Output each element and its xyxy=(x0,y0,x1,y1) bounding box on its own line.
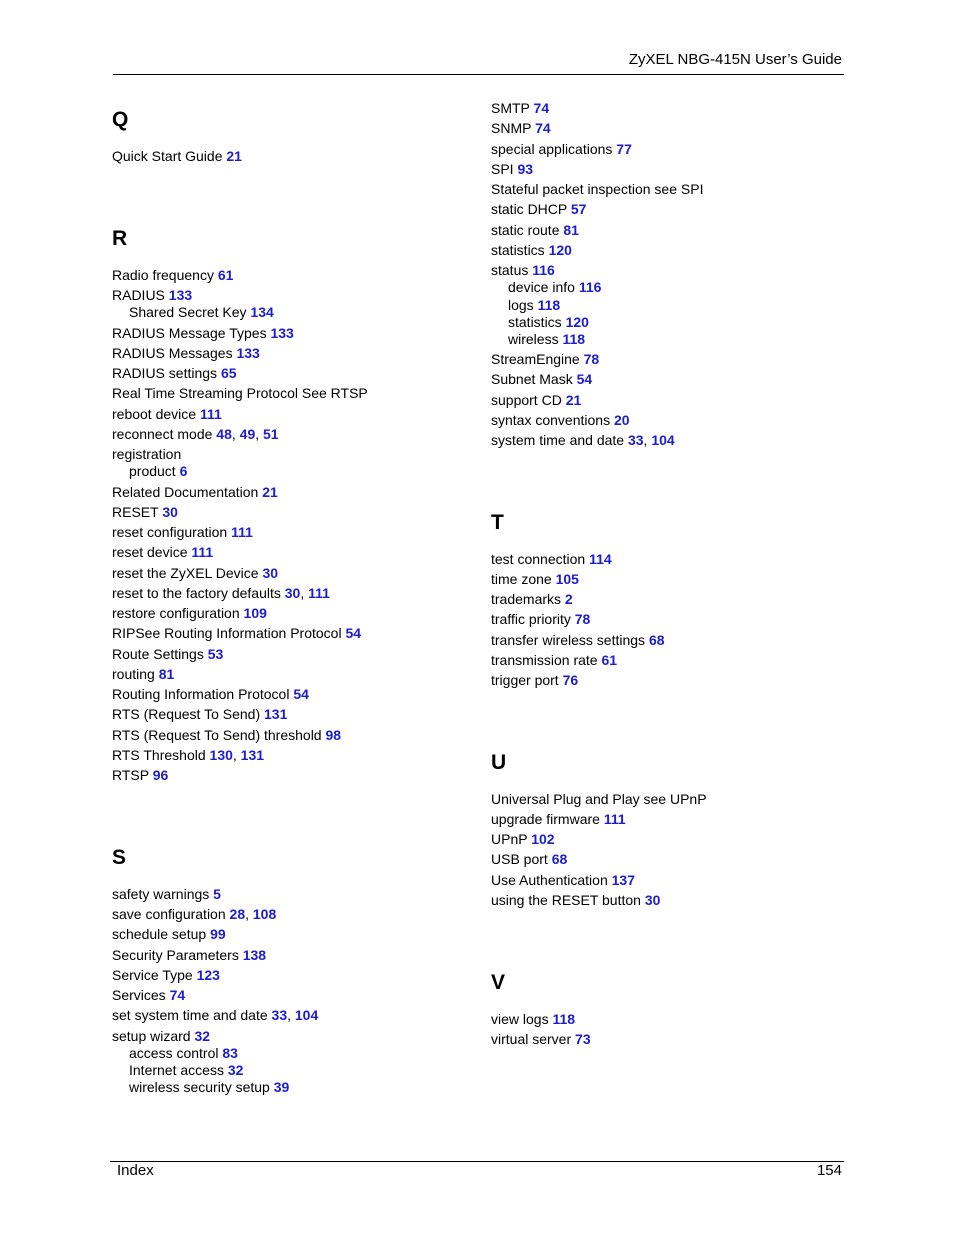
entry-term: using the RESET button xyxy=(491,892,641,908)
page-link[interactable]: 108 xyxy=(252,906,277,922)
page-link[interactable]: 104 xyxy=(651,432,675,448)
index-entry-transfer-wireless-settings xyxy=(491,632,665,649)
page-link[interactable]: 51 xyxy=(263,426,279,442)
page-link[interactable]: 21 xyxy=(262,484,278,500)
page-link[interactable]: 98 xyxy=(325,727,342,743)
entry-term: set system time and date xyxy=(112,1007,268,1023)
index-entry-upnp xyxy=(491,831,555,848)
index-entry-spi xyxy=(491,161,533,178)
index-entry-reset-device xyxy=(112,544,213,561)
page-link[interactable]: 54 xyxy=(576,371,593,387)
footer-rule xyxy=(110,1161,844,1162)
entry-term: Subnet Mask xyxy=(491,371,573,387)
page-link[interactable]: 118 xyxy=(552,1011,576,1027)
page-link[interactable]: 109 xyxy=(243,605,267,621)
entry-term: statistics xyxy=(491,242,545,258)
entry-term: Stateful packet inspection see SPI xyxy=(491,181,704,197)
entry-term: transmission rate xyxy=(491,652,598,668)
index-entry-stateful-packet-inspection-see-spi xyxy=(491,181,703,198)
section-letter-v: V xyxy=(491,971,506,994)
footer-section-label: Index xyxy=(117,1162,154,1179)
page-link[interactable]: 5 xyxy=(213,886,221,902)
section-letter-s: S xyxy=(112,846,127,869)
entry-term: Services xyxy=(112,987,166,1003)
index-subentry-wireless-security-setup xyxy=(112,1079,289,1096)
index-entry-transmission-rate xyxy=(491,652,617,669)
page-link[interactable]: 61 xyxy=(601,652,618,668)
index-entry-streamengine xyxy=(491,351,599,368)
page-link[interactable]: 133 xyxy=(168,287,193,303)
entry-term: wireless xyxy=(508,331,559,347)
page-link[interactable]: 138 xyxy=(242,947,267,963)
page-link[interactable]: 116 xyxy=(578,279,602,295)
index-entry-routing-information-protocol xyxy=(112,686,309,703)
page-link[interactable]: 68 xyxy=(648,632,665,648)
page-link[interactable]: 118 xyxy=(562,331,586,347)
entry-term: USB port xyxy=(491,851,548,867)
index-entry-special-applications xyxy=(491,141,632,158)
entry-term: transfer wireless settings xyxy=(491,632,646,648)
index-entry-reset xyxy=(112,504,178,521)
index-entry-trigger-port xyxy=(491,672,578,689)
entry-term: trigger port xyxy=(491,672,559,688)
index-entry-reset-configuration xyxy=(112,524,253,541)
index-entry-radius xyxy=(112,287,192,304)
entry-term: reset configuration xyxy=(112,524,228,540)
page-link[interactable]: 96 xyxy=(152,767,169,783)
entry-term: trademarks xyxy=(491,591,562,607)
index-entry-time-zone xyxy=(491,571,579,588)
page-link[interactable]: 21 xyxy=(226,148,242,164)
index-entry-reboot-device xyxy=(112,406,222,423)
page-link[interactable]: 30 xyxy=(262,565,279,581)
index-entry-restore-configuration xyxy=(112,605,267,622)
index-subentry-device-info xyxy=(491,279,601,296)
entry-term: Internet access xyxy=(129,1062,224,1078)
index-entry-using-the-reset-button xyxy=(491,892,660,909)
page-link[interactable]: 111 xyxy=(308,585,330,601)
page-link[interactable]: 118 xyxy=(537,297,561,313)
entry-term: RADIUS Messages xyxy=(112,345,233,361)
page-link[interactable]: 28 xyxy=(229,906,246,922)
index-entry-set-system-time-and-date: set system time and date 33, 104 xyxy=(112,1007,319,1023)
index-entry-reset-the-zyxel-device xyxy=(112,565,278,582)
page-link[interactable]: 54 xyxy=(345,625,362,641)
page-link[interactable]: 131 xyxy=(240,747,265,763)
entry-term: statistics xyxy=(508,314,562,330)
index-entry-reset-to-the-factory-defaults: reset to the factory defaults 30, 111 xyxy=(112,585,330,601)
index-entry-usb-port xyxy=(491,851,567,868)
index-entry-service-type xyxy=(112,967,220,984)
entry-term: restore configuration xyxy=(112,605,240,621)
page-link[interactable]: 48 xyxy=(216,426,232,442)
entry-term: syntax conventions xyxy=(491,412,611,428)
footer-page-number: 154 xyxy=(816,1162,842,1179)
page-link[interactable]: 6 xyxy=(179,463,188,479)
entry-term: schedule setup xyxy=(112,926,207,942)
index-subentry-shared-secret-key xyxy=(112,304,274,321)
page-link[interactable]: 77 xyxy=(616,141,632,157)
page-link[interactable]: 120 xyxy=(548,242,572,258)
entry-term: RTSP xyxy=(112,767,149,783)
entry-term: safety warnings xyxy=(112,886,210,902)
page-link[interactable]: 74 xyxy=(533,100,550,116)
running-header-title: ZyXEL NBG-415N User’s Guide xyxy=(628,51,842,68)
index-entry-use-authentication xyxy=(491,872,635,889)
index-entry-registration xyxy=(112,446,181,463)
index-entry-static-route xyxy=(491,222,579,239)
entry-term: Route Settings xyxy=(112,646,204,662)
entry-term: time zone xyxy=(491,571,552,587)
entry-term: SPI xyxy=(491,161,514,177)
page-link[interactable]: 54 xyxy=(293,686,309,702)
index-entry-radio-frequency xyxy=(112,267,233,284)
page-link[interactable]: 123 xyxy=(196,967,220,983)
index-subentry-internet-access xyxy=(112,1062,243,1079)
page-link[interactable]: 74 xyxy=(169,987,186,1003)
entry-term: static route xyxy=(491,222,560,238)
page-link[interactable]: 33 xyxy=(271,1007,288,1023)
page-link[interactable]: 78 xyxy=(583,351,600,367)
entry-term: view logs xyxy=(491,1011,549,1027)
page-link[interactable]: 81 xyxy=(563,222,579,238)
entry-term: SMTP xyxy=(491,100,530,116)
entry-term: Routing Information Protocol xyxy=(112,686,290,702)
page-link[interactable]: 33 xyxy=(627,432,644,448)
index-entry-trademarks xyxy=(491,591,573,608)
page-link[interactable]: 133 xyxy=(236,345,260,361)
entry-term: reset device xyxy=(112,544,188,560)
entry-term: RADIUS settings xyxy=(112,365,218,381)
index-entry-radius-messages xyxy=(112,345,260,362)
entry-term: reset the ZyXEL Device xyxy=(112,565,259,581)
page-link[interactable]: 137 xyxy=(611,872,635,888)
index-entry-rtsp xyxy=(112,767,168,784)
entry-term: Radio frequency xyxy=(112,267,214,283)
entry-term: virtual server xyxy=(491,1031,572,1047)
entry-term: RTS (Request To Send) threshold xyxy=(112,727,322,743)
entry-term: Universal Plug and Play see UPnP xyxy=(491,791,707,807)
page-link[interactable]: 74 xyxy=(535,120,551,136)
entry-term: Real Time Streaming Protocol See RTSP xyxy=(112,385,368,401)
page-link[interactable]: 99 xyxy=(210,926,226,942)
index-entry-route-settings xyxy=(112,646,223,663)
page-link[interactable]: 111 xyxy=(603,811,626,827)
index-entry-save-configuration: save configuration 28, 108 xyxy=(112,906,277,922)
index-entry-rts-threshold: RTS Threshold 130, 131 xyxy=(112,747,265,763)
entry-term: save configuration xyxy=(112,906,226,922)
index-subentry-logs xyxy=(491,297,560,314)
index-subentry-statistics xyxy=(491,314,589,331)
page-link[interactable]: 21 xyxy=(565,392,582,408)
index-entry-snmp xyxy=(491,120,551,137)
entry-term: special applications xyxy=(491,141,613,157)
index-entry-smtp xyxy=(491,100,549,117)
index-entry-security-parameters xyxy=(112,947,266,964)
entry-term: status xyxy=(491,262,529,278)
entry-term: support CD xyxy=(491,392,562,408)
index-entry-syntax-conventions xyxy=(491,412,630,429)
entry-term: product xyxy=(129,463,176,479)
entry-term: wireless security setup xyxy=(129,1079,270,1095)
entry-term: test connection xyxy=(491,551,586,567)
entry-term: SNMP xyxy=(491,120,532,136)
index-entry-virtual-server xyxy=(491,1031,591,1048)
entry-term: RADIUS Message Types xyxy=(112,325,267,341)
entry-term: RTS (Request To Send) xyxy=(112,706,261,722)
page-link[interactable]: 30 xyxy=(162,504,178,520)
page-link[interactable]: 111 xyxy=(191,544,214,560)
index-entry-routing xyxy=(112,666,174,683)
page-link[interactable]: 32 xyxy=(194,1028,211,1044)
entry-term: logs xyxy=(508,297,534,313)
page-link[interactable]: 30 xyxy=(644,892,661,908)
entry-term: Security Parameters xyxy=(112,947,239,963)
entry-term: device info xyxy=(508,279,575,295)
index-entry-real-time-streaming-protocol-see-rtsp xyxy=(112,385,368,402)
index-subentry-access-control xyxy=(112,1045,238,1062)
section-letter-u: U xyxy=(491,751,507,774)
page-link[interactable]: 39 xyxy=(273,1079,290,1095)
entry-term: RTS Threshold xyxy=(112,747,206,763)
index-entry-system-time-and-date: system time and date 33, 104 xyxy=(491,432,675,448)
index-entry-related-documentation xyxy=(112,484,278,501)
section-letter-r: R xyxy=(112,227,128,250)
index-subentry-product xyxy=(112,463,187,480)
entry-term: RADIUS xyxy=(112,287,165,303)
page-link[interactable]: 2 xyxy=(564,591,573,607)
page-link[interactable]: 73 xyxy=(575,1031,591,1047)
page-link[interactable]: 131 xyxy=(264,706,288,722)
page-link[interactable]: 102 xyxy=(531,831,555,847)
page-link[interactable]: 114 xyxy=(589,551,612,567)
entry-term: access control xyxy=(129,1045,219,1061)
page-link[interactable]: 105 xyxy=(555,571,579,587)
index-entry-rts-request-to-send xyxy=(112,706,287,723)
index-entry-ripsee-routing-information-protocol xyxy=(112,625,361,642)
page-link[interactable]: 57 xyxy=(570,201,587,217)
page-link[interactable]: 76 xyxy=(562,672,579,688)
index-entry-support-cd xyxy=(491,392,581,409)
index-entry-radius-message-types xyxy=(112,325,294,342)
page-link[interactable]: 49 xyxy=(239,426,256,442)
page-link[interactable]: 30 xyxy=(284,585,301,601)
page-link[interactable]: 93 xyxy=(517,161,534,177)
entry-term: upgrade firmware xyxy=(491,811,600,827)
section-letter-t: T xyxy=(491,511,504,534)
page-link[interactable]: 116 xyxy=(532,262,555,278)
entry-term: Shared Secret Key xyxy=(129,304,247,320)
index-entry-test-connection xyxy=(491,551,612,568)
page-link[interactable]: 53 xyxy=(207,646,224,662)
index-entry-static-dhcp xyxy=(491,201,586,218)
page-link[interactable]: 120 xyxy=(565,314,589,330)
page-link[interactable]: 83 xyxy=(222,1045,238,1061)
entry-term: RESET xyxy=(112,504,159,520)
entry-term: Quick Start Guide xyxy=(112,148,223,164)
entry-term: StreamEngine xyxy=(491,351,580,367)
page-link[interactable]: 65 xyxy=(220,365,237,381)
page-link[interactable]: 111 xyxy=(199,406,222,422)
index-subentry-wireless xyxy=(491,331,585,348)
entry-term: Related Documentation xyxy=(112,484,259,500)
page-link[interactable]: 111 xyxy=(231,524,253,540)
index-entry-radius-settings xyxy=(112,365,237,382)
entry-term: UPnP xyxy=(491,831,528,847)
index-entry-setup-wizard xyxy=(112,1028,210,1045)
page-link[interactable]: 104 xyxy=(294,1007,319,1023)
entry-term: setup wizard xyxy=(112,1028,191,1044)
entry-term: Service Type xyxy=(112,967,193,983)
index-entry-upgrade-firmware xyxy=(491,811,626,828)
index-entry-reconnect-mode: reconnect mode 48, 49, 51 xyxy=(112,426,279,442)
index-entry-schedule-setup xyxy=(112,926,226,943)
entry-term: system time and date xyxy=(491,432,625,448)
index-entry-safety-warnings xyxy=(112,886,221,903)
page-link[interactable]: 61 xyxy=(217,267,234,283)
page-link[interactable]: 133 xyxy=(270,325,294,341)
page-link[interactable]: 130 xyxy=(209,747,233,763)
header-rule xyxy=(113,74,844,75)
entry-term: reboot device xyxy=(112,406,197,422)
entry-term: registration xyxy=(112,446,182,462)
entry-term: static DHCP xyxy=(491,201,567,217)
page-link[interactable]: 78 xyxy=(574,611,591,627)
entry-term: Use Authentication xyxy=(491,872,608,888)
entry-term: reconnect mode xyxy=(112,426,213,442)
page-link[interactable]: 81 xyxy=(158,666,175,682)
index-entry-status xyxy=(491,262,555,279)
section-letter-q: Q xyxy=(112,108,129,131)
page-link[interactable]: 134 xyxy=(250,304,274,320)
index-entry-services xyxy=(112,987,185,1004)
page-link[interactable]: 32 xyxy=(227,1062,244,1078)
entry-term: RIPSee Routing Information Protocol xyxy=(112,625,342,641)
index-entry-universal-plug-and-play-see-upnp xyxy=(491,791,707,808)
entry-term: reset to the factory defaults xyxy=(112,585,281,601)
entry-term: routing xyxy=(112,666,155,682)
index-entry-traffic-priority xyxy=(491,611,590,628)
index-entry-statistics xyxy=(491,242,572,259)
index-entry-quick-start-guide xyxy=(112,148,242,165)
page-link[interactable]: 20 xyxy=(613,412,630,428)
page-link[interactable]: 68 xyxy=(551,851,568,867)
index-entry-view-logs xyxy=(491,1011,575,1028)
entry-term: traffic priority xyxy=(491,611,571,627)
index-entry-rts-request-to-send-threshold xyxy=(112,727,341,744)
index-entry-subnet-mask xyxy=(491,371,592,388)
